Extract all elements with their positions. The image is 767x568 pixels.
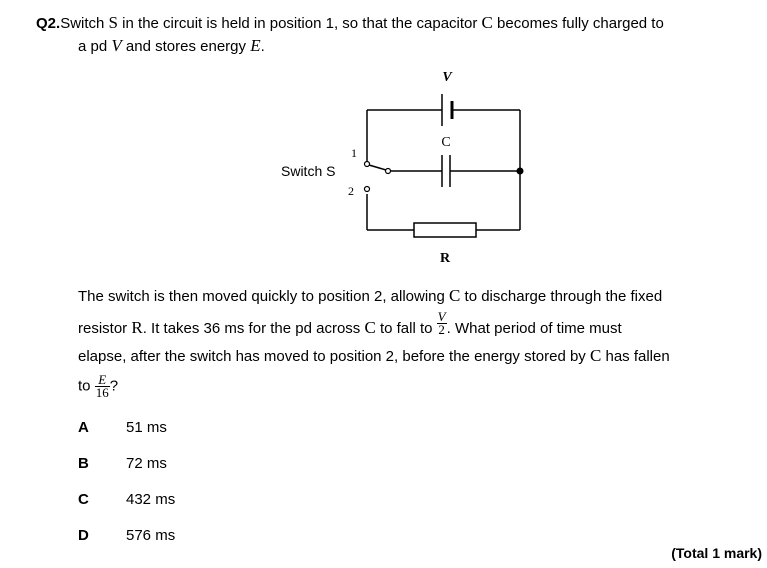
label-pos2: 2 [348,184,354,198]
label-v: V [442,70,452,85]
circuit-diagram [270,62,540,272]
option-b[interactable]: B 72 ms [78,455,167,472]
switch-contact-1 [365,162,370,167]
junction-dot [517,168,524,175]
body-line-3: elapse, after the switch has moved to position 2, before the energy stored by C has fallen [78,346,670,365]
label-r: R [439,251,451,266]
fraction-e-over-16: $\frac{E}{16}$ [95,372,109,400]
label-pos1: 1 [351,146,357,160]
fraction-v-over-2: $\frac{V}{2}$ [437,308,446,337]
option-d[interactable]: D 576 ms [78,527,176,544]
switch-lever [369,165,386,170]
question-number: Q2. [36,15,61,32]
label-switch: Switch S [281,163,336,179]
option-c[interactable]: C 432 ms [78,491,176,508]
total-mark: (Total 1 mark) [671,545,762,561]
question-line-2: a pd V and stores energy E. [78,36,265,55]
body-line-2: resistor R. It takes 36 ms for the pd across C to fall to $\frac{V}{2}$ . What period of time must [78,308,622,337]
switch-contact-2 [365,187,370,192]
resistor-r [414,223,476,237]
option-a[interactable]: A 51 ms [78,419,167,436]
label-c: C [441,135,451,150]
switch-pivot [386,169,391,174]
question-line-1: Q2.Switch S in the circuit is held in position 1, so that the capacitor C becomes fully charged to [36,13,664,32]
body-line-1: The switch is then moved quickly to position 2, allowing C to discharge through the fixed [78,286,663,305]
body-line-4: to $\frac{E}{16}$ ? [78,372,119,400]
